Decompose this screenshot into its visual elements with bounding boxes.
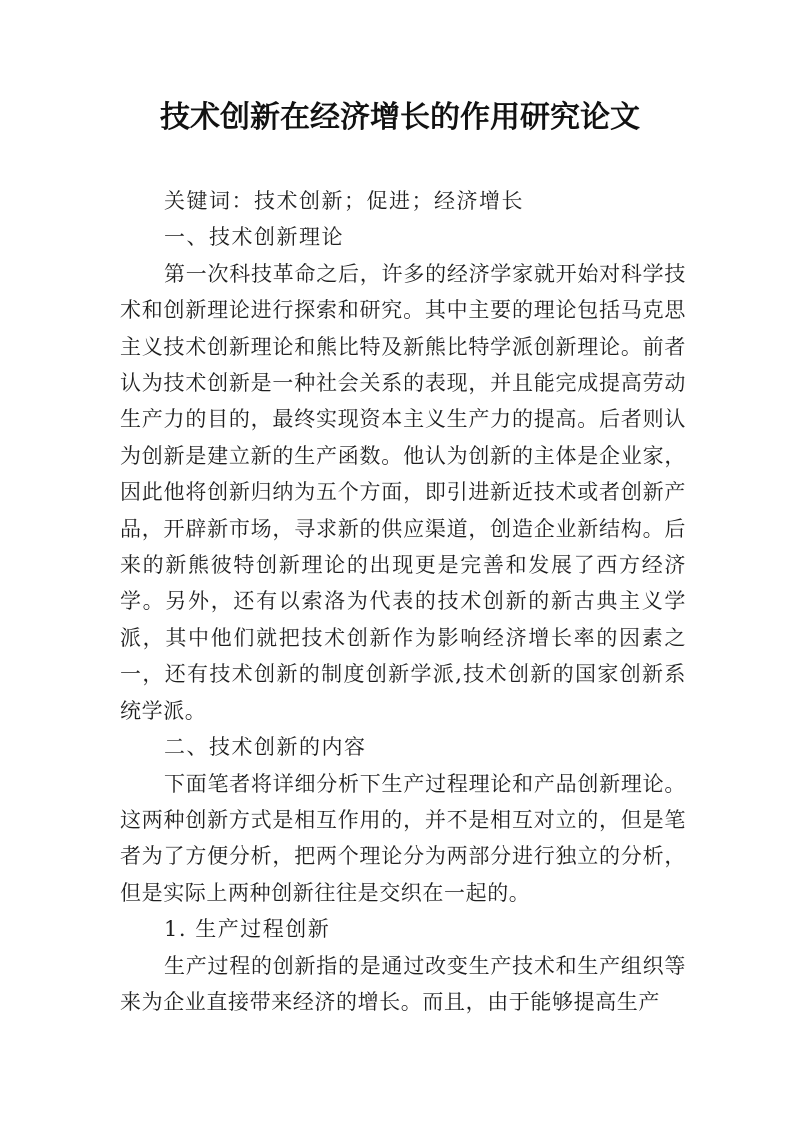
paragraph-content: 下面笔者将详细分析下生产过程理论和产品创新理论。这两种创新方式是相互作用的，并不是相互对立的，但是笔者为了方便分析，把两个理论分为两部分进行独立的分析，但是实际上两种创新往往是交织在一起的。: [120, 771, 686, 905]
section-heading-content: 二、技术创新的内容: [164, 735, 367, 760]
section-heading-theory: 一、技术创新理论: [164, 225, 344, 250]
document-title: 技术创新在经济增长的作用研究论文: [160, 100, 640, 135]
document-body: [120, 183, 686, 1020]
paragraph-theory: 第一次科技革命之后，许多的经济学家就开始对科学技术和创新理论进行探索和研究。其中主要的理论包括马克思主义技术创新理论和熊比特及新熊比特学派创新理论。前者认为技术创新是一种社会关系的表现，并且能完成提高劳动生产力的目的，最终实现资本主义生产力的提高。后者则认为创新是建立新的生产函数。他认为创新的主体是企业家，因此他将创新归纳为五个方面，即引进新近技术或者创新产品，开辟新市场，寻求新的供应渠道，创造企业新结构。后来的新熊彼特创新理论的出现更是完善和发展了西方经济学。另外，还有以索洛为代表的技术创新的新古典主义学派，其中他们就把技术创新作为影响经济增长率的因素之一，还有技术创新的制度创新学派,技术创新的国家创新系统学派。: [120, 261, 686, 723]
keywords-line: 关键词：技术创新；促进；经济增长: [164, 189, 524, 213]
subsection-heading-process: 1. 生产过程创新: [164, 917, 331, 942]
paragraph-process: 生产过程的创新指的是通过改变生产技术和生产组织等来为企业直接带来经济的增长。而且，由于能够提高生产: [120, 953, 686, 1014]
